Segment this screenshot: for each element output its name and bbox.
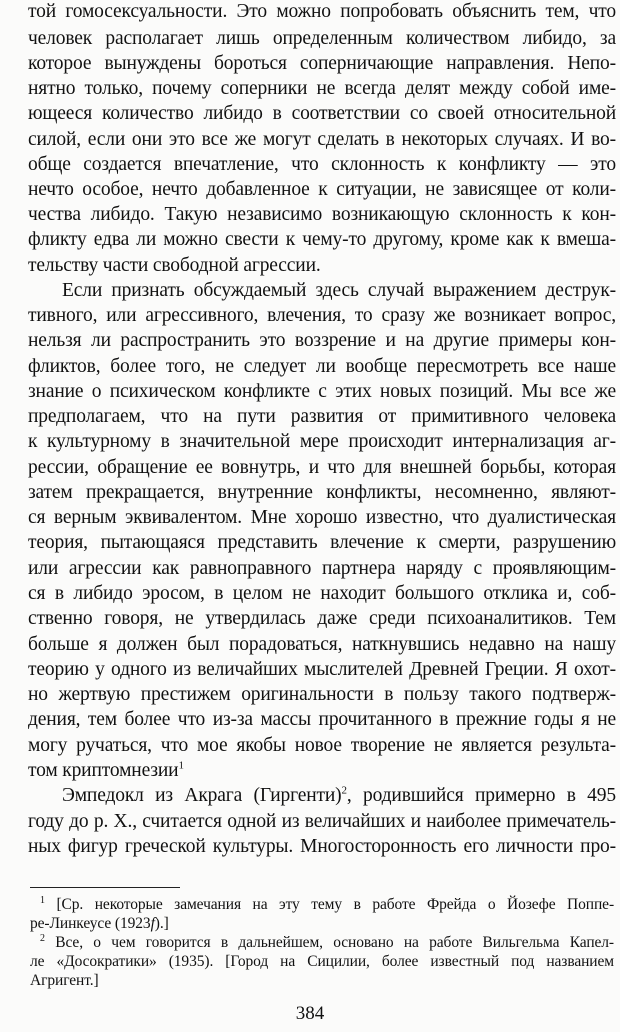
footnote-mark: 2 <box>40 932 45 944</box>
text-line: или агрессии как равноправного партнера наряду с проявляющим- <box>28 558 616 579</box>
text-line: рессии, обращение ее вовнутрь, и что для внешней борьбы, которая <box>28 457 616 478</box>
text-line <box>28 759 184 783</box>
text-line: но жертвую престижем оригинальности в пользу такого подтверж- <box>28 684 616 705</box>
text-line: знание о психическом конфликте с этих новых позиций. Мы все же <box>28 381 616 402</box>
text-line: ся в либидо эросом, в целом не находит большого отклика и, соб- <box>28 583 616 604</box>
footnote-2 <box>40 933 614 952</box>
text-line: той гомосексуальности. Это можно попробовать объяснить тем, что <box>28 1 616 22</box>
text-fragment: том криптомнезии <box>28 760 179 781</box>
text-line: обще создается впечатление, что склонность к конфликту — это <box>28 154 616 175</box>
footnote-line <box>30 914 169 933</box>
paragraph-first-line: Если признать обсуждаемый здесь случай выражением деструк- <box>62 280 616 301</box>
text-line: которое вынуждены бороться соперничающие направления. Непо- <box>28 53 616 74</box>
text-line: ных фигур греческой культуры. Многосторонность его личности про- <box>28 836 616 857</box>
footnote-line: ле «Досократики» (1935). [Город на Сицилии, более известный под названием <box>30 953 614 970</box>
text-line: тивного, или агрессивного, влечения, то сразу же возникает вопрос, <box>28 305 616 326</box>
text-line: силой, если они это все же могут сделать в некоторых случаях. И во- <box>28 129 616 150</box>
footnote-text: Все, о чем говорится в дальнейшем, основано на работе Вильгельма Капел- <box>55 934 614 951</box>
text-fragment: , родившийся примерно в 495 <box>346 785 616 806</box>
text-line: фликту едва ли можно свести к чему-то другому, кроме как к вмеша- <box>28 229 616 250</box>
text-line: больше я должен был порадоваться, наткнувшись недавно на нашу <box>28 634 616 655</box>
footnote-ref-2[interactable]: 2 <box>341 784 347 797</box>
text-line: дения, тем более что из-за массы прочитанного в прежние годы я не <box>28 709 616 730</box>
text-line: предполагаем, что на пути развития от примитивного человека <box>28 406 616 427</box>
footnote-ref-1[interactable]: 1 <box>178 759 184 772</box>
text-line: теория, пытающаяся представить влечение к смерти, разрушению <box>28 532 616 553</box>
footnote-text: f <box>150 915 155 932</box>
paragraph-first-line <box>62 784 616 808</box>
text-line: чества либидо. Такую независимо возникающую склонность к кон- <box>28 204 616 225</box>
text-line: году до р. Х., считается одной из величайших и наиболее примечатель- <box>28 811 616 832</box>
footnote-text: ).] <box>154 915 169 932</box>
text-line: нятно только, почему соперники не всегда делят между собой име- <box>28 78 616 99</box>
text-line: затем прекращается, внутренние конфликты, несомненно, являют- <box>28 482 616 503</box>
text-line: ственно говоря, не утвердилась даже среди психоаналитиков. Тем <box>28 608 616 629</box>
footnote-text: [Ср. некоторые замечания на эту тему в работе Фрейда о Йозефе Поппе- <box>56 896 615 913</box>
text-fragment: Эмпедокл из Акрага (Гиргенти) <box>62 785 342 806</box>
text-line: нельзя ли распространить это воззрение и на другие примеры кон- <box>28 330 616 351</box>
text-line: могу ручаться, что мое якобы новое творение не является результа- <box>28 735 616 756</box>
footnote-1 <box>40 895 614 914</box>
footnote-mark: 1 <box>40 894 45 906</box>
text-line: фликтов, более того, не следует ли вообще пересмотреть все наше <box>28 356 616 377</box>
page-number: 384 <box>295 1003 325 1024</box>
footnote-divider <box>30 887 180 888</box>
text-line: ющееся количество либидо в соответствии со своей относительной <box>28 103 616 124</box>
text-line: тельству части свободной агрессии. <box>28 255 321 276</box>
text-line: нечто особое, нечто добавленное к ситуации, не зависящее от коли- <box>28 179 616 200</box>
text-line: человек располагает лишь определенным количеством либидо, за <box>28 28 616 49</box>
text-line: теорию у одного из величайших мыслителей Древней Греции. Я охот- <box>28 659 616 680</box>
footnote-line: Агригент.] <box>30 972 99 989</box>
text-line: к культурному в значительной мере происходит интернализация аг- <box>28 431 616 452</box>
footnote-text: ре-Линкеусе (1923 <box>30 915 151 932</box>
text-line: ся верным эквивалентом. Мне хорошо известно, что дуалистическая <box>28 507 616 528</box>
